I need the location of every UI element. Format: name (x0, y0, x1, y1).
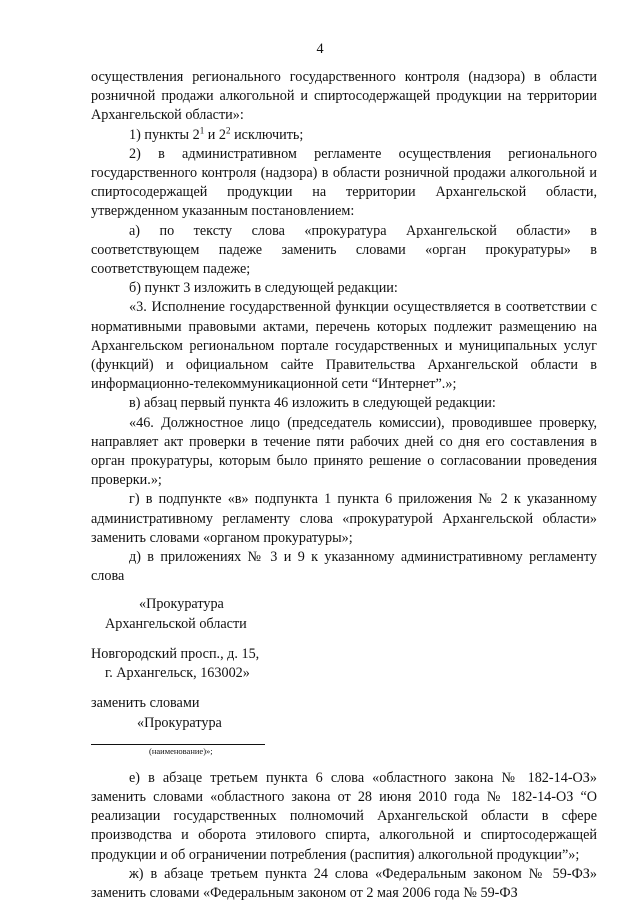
item1-sup1: 1 (199, 124, 205, 135)
replace-label: заменить словами (91, 695, 200, 712)
item1-sup2: 2 (226, 124, 231, 135)
address-line-4: г. Архангельск, 163002» (105, 665, 250, 682)
paragraph-quote-46: «46. Должностное лицо (председатель комиссии), проводившее проверку, направляет акт проверки в течение пяти рабочих дней со дня его составления в орган прокуратуры, которым было принято решение о согласовании проведения проверки.»; (91, 414, 597, 489)
address-line-3: Новгородский просп., д. 15, (91, 645, 260, 662)
signature-caption: (наименование)»; (149, 745, 213, 756)
item1-mid: и 2 (204, 126, 227, 143)
paragraph-item-2: 2) в административном регламенте осуществления регионального государственного контроля (надзора) в области розничной продажи алкогольной и спиртосодержащей продукции на территории Архангельской области, утвержденном указанным постановлением: (91, 145, 597, 220)
paragraph-item-zh: ж) в абзаце третьем пункта 24 слова «Федеральным законом № 59-ФЗ» заменить словами «Федеральным законом от 2 мая 2006 года № 59-ФЗ (91, 865, 597, 901)
replace-block (91, 694, 597, 732)
spacer (91, 757, 597, 769)
address-line-2: Архангельской области (105, 615, 247, 632)
replace-line: «Прокуратура (137, 714, 222, 731)
address-line-1: «Прокуратура (139, 596, 224, 613)
item1-suffix: исключить; (230, 126, 304, 143)
paragraph-intro: осуществления регионального государственного контроля (надзора) в области розничной продажи алкогольной и спиртосодержащей продукции на территории Архангельской области»: (91, 69, 597, 124)
paragraph-item-a: а) по тексту слова «прокуратура Архангельской области» в соответствующем падеже заменить словами «орган прокуратуры» в соответствующем падеже; (91, 222, 597, 278)
paragraph-item-1 (91, 126, 597, 145)
page-number: 4 (316, 41, 324, 57)
paragraph-quote-3: «3. Исполнение государственной функции осуществляется в соответствии с нормативными правовыми актами, перечень которых подлежит размещению на Архангельском региональном портале государственных и муниципальных услуг (функций) и официальном сайте Правительства Архангельской области в информационно-телекоммуникационной сети “Интернет”.»; (91, 299, 597, 393)
paragraph-item-g: г) в подпункте «в» подпункта 1 пункта 6 приложения № 2 к указанному административному регламенту слова «прокуратурой Архангельской области» заменить словами «органом прокуратуры»; (91, 491, 597, 546)
paragraph-item-v: в) абзац первый пункта 46 изложить в следующей редакции: (129, 395, 496, 412)
paragraph-item-b: б) пункт 3 изложить в следующей редакции: (129, 280, 398, 297)
paragraph-item-e: е) в абзаце третьем пункта 6 слова «областного закона № 182-14-ОЗ» заменить словами «областного закона от 28 июня 2010 года № 182-14-ОЗ “О реализации государственных полномочий Архангельской области в сфере производства и оборота этилового спирта, алкогольной и спиртосодержащей продукции и об ограничении потребления (распития) алкогольной продукции”»; (91, 769, 597, 863)
item1-prefix: 1) пункты 2 (129, 126, 200, 143)
document-body (91, 68, 597, 903)
paragraph-item-d: д) в приложениях № 3 и 9 к указанному административному регламенту слова (91, 549, 597, 585)
address-block-old-2 (91, 645, 597, 683)
spacer (91, 683, 597, 694)
spacer (91, 634, 597, 645)
spacer (91, 586, 597, 595)
address-block-old (105, 595, 597, 633)
